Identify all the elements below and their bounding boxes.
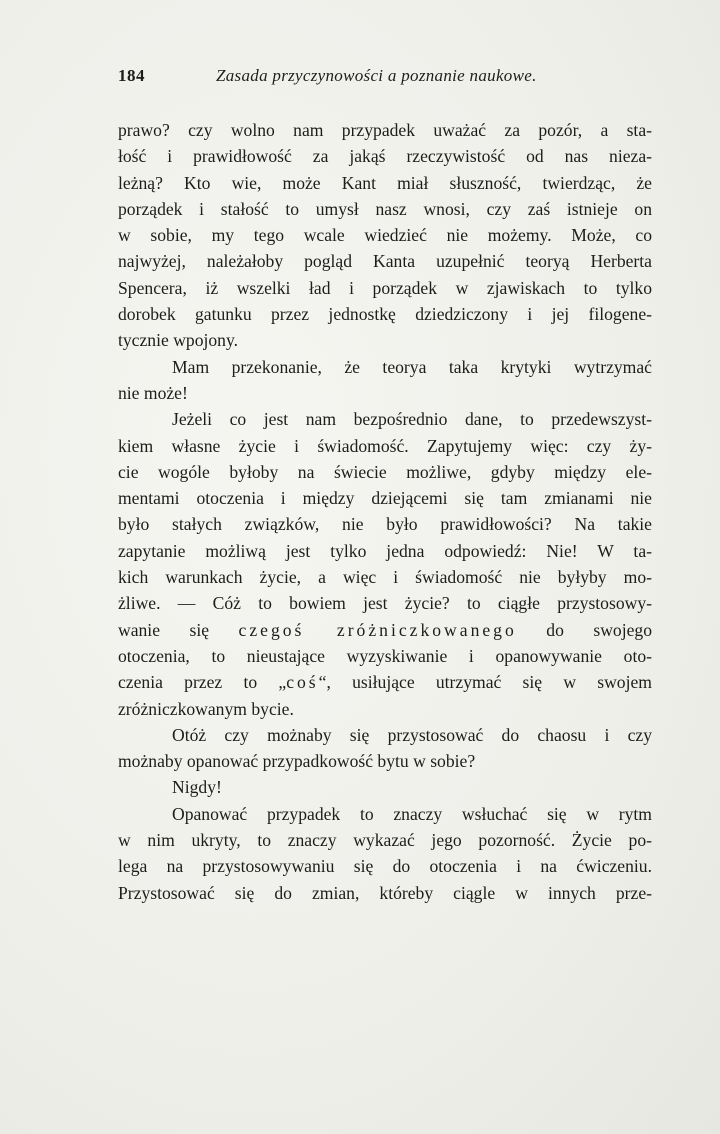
text-line: mentami otoczenia i między dziejącemi się tam zmianami nie (118, 488, 652, 509)
text-line: zapytanie możliwą jest tylko jedna odpowiedź: Nie! W ta- (118, 540, 652, 561)
running-title: Zasada przyczynowości a poznanie naukowe. (216, 66, 537, 85)
text-line: cie wogóle byłoby na świecie możliwe, gdyby między ele- (118, 461, 652, 482)
text-line: kiem własne życie i świadomość. Zapytujemy więc: czy ży- (118, 435, 652, 456)
text-line: było stałych związków, nie było prawidłowości? Na takie (118, 514, 652, 535)
emphasized-spaced-text: coś (286, 672, 319, 693)
text-line: w nim ukryty, to znaczy wykazać jego pozorność. Życie po- (118, 830, 652, 851)
text-line: tycznie wpojony. (118, 330, 239, 351)
text-line: najwyżej, należałoby pogląd Kanta uzupełnić teoryą Herberta (118, 251, 652, 272)
text-line (118, 617, 652, 643)
text-line: nie może! (118, 382, 188, 403)
text-segment: “, usiłujące utrzymać się w swojem (318, 672, 652, 693)
page-number: 184 (118, 66, 145, 85)
text-line: Przystosować się do zmian, któreby ciągle w innych prze- (118, 882, 652, 903)
text-line: prawo? czy wolno nam przypadek uważać za pozór, a sta- (118, 120, 652, 140)
text-line: łość i prawidłowość za jakąś rzeczywistość od nas nieza- (118, 146, 652, 167)
text-line: otoczenia, to nieustające wyzyskiwanie i opanowywanie oto- (118, 645, 652, 666)
text-line (118, 669, 652, 695)
text-line: żliwe. — Cóż to bowiem jest życie? to ciągłe przystosowy- (118, 593, 652, 614)
text-line: możnaby opanować przypadkowość bytu w sobie? (118, 751, 476, 772)
emphasized-spaced-text: czegoś zróżniczkowanego (238, 619, 517, 640)
text-line: w sobie, my tego wcale wiedzieć nie możemy. Może, co (118, 225, 652, 246)
page-header (118, 66, 678, 94)
text-line: Nigdy! (172, 777, 222, 798)
text-line: dorobek gatunku przez jednostkę dziedziczony i jej filogene- (118, 304, 652, 325)
body-text (118, 117, 652, 906)
text-segment: wanie się (118, 619, 239, 640)
text-segment: czenia przez to „ (118, 672, 287, 693)
text-line: porządek i stałość to umysł nasz wnosi, czy zaś istnieje on (118, 198, 652, 219)
text-line: Mam przekonanie, że teorya taka krytyki wytrzymać (172, 356, 652, 377)
text-line: leżną? Kto wie, może Kant miał słuszność, twierdząc, że (118, 172, 652, 193)
text-segment: do swojego (516, 619, 652, 640)
text-line: Opanować przypadek to znaczy wsłuchać się w rytm (172, 803, 652, 824)
text-line: zróżniczkowanym bycie. (118, 698, 294, 719)
text-line: Spencera, iż wszelki ład i porządek w zjawiskach to tylko (118, 277, 652, 298)
text-line: kich warunkach życie, a więc i świadomość nie byłyby mo- (118, 567, 652, 588)
text-line: lega na przystosowywaniu się do otoczenia i na ćwiczeniu. (118, 856, 652, 877)
text-line: Otóż czy możnaby się przystosować do chaosu i czy (172, 724, 652, 745)
text-line: Jeżeli co jest nam bezpośrednio dane, to przedewszyst- (172, 409, 652, 430)
